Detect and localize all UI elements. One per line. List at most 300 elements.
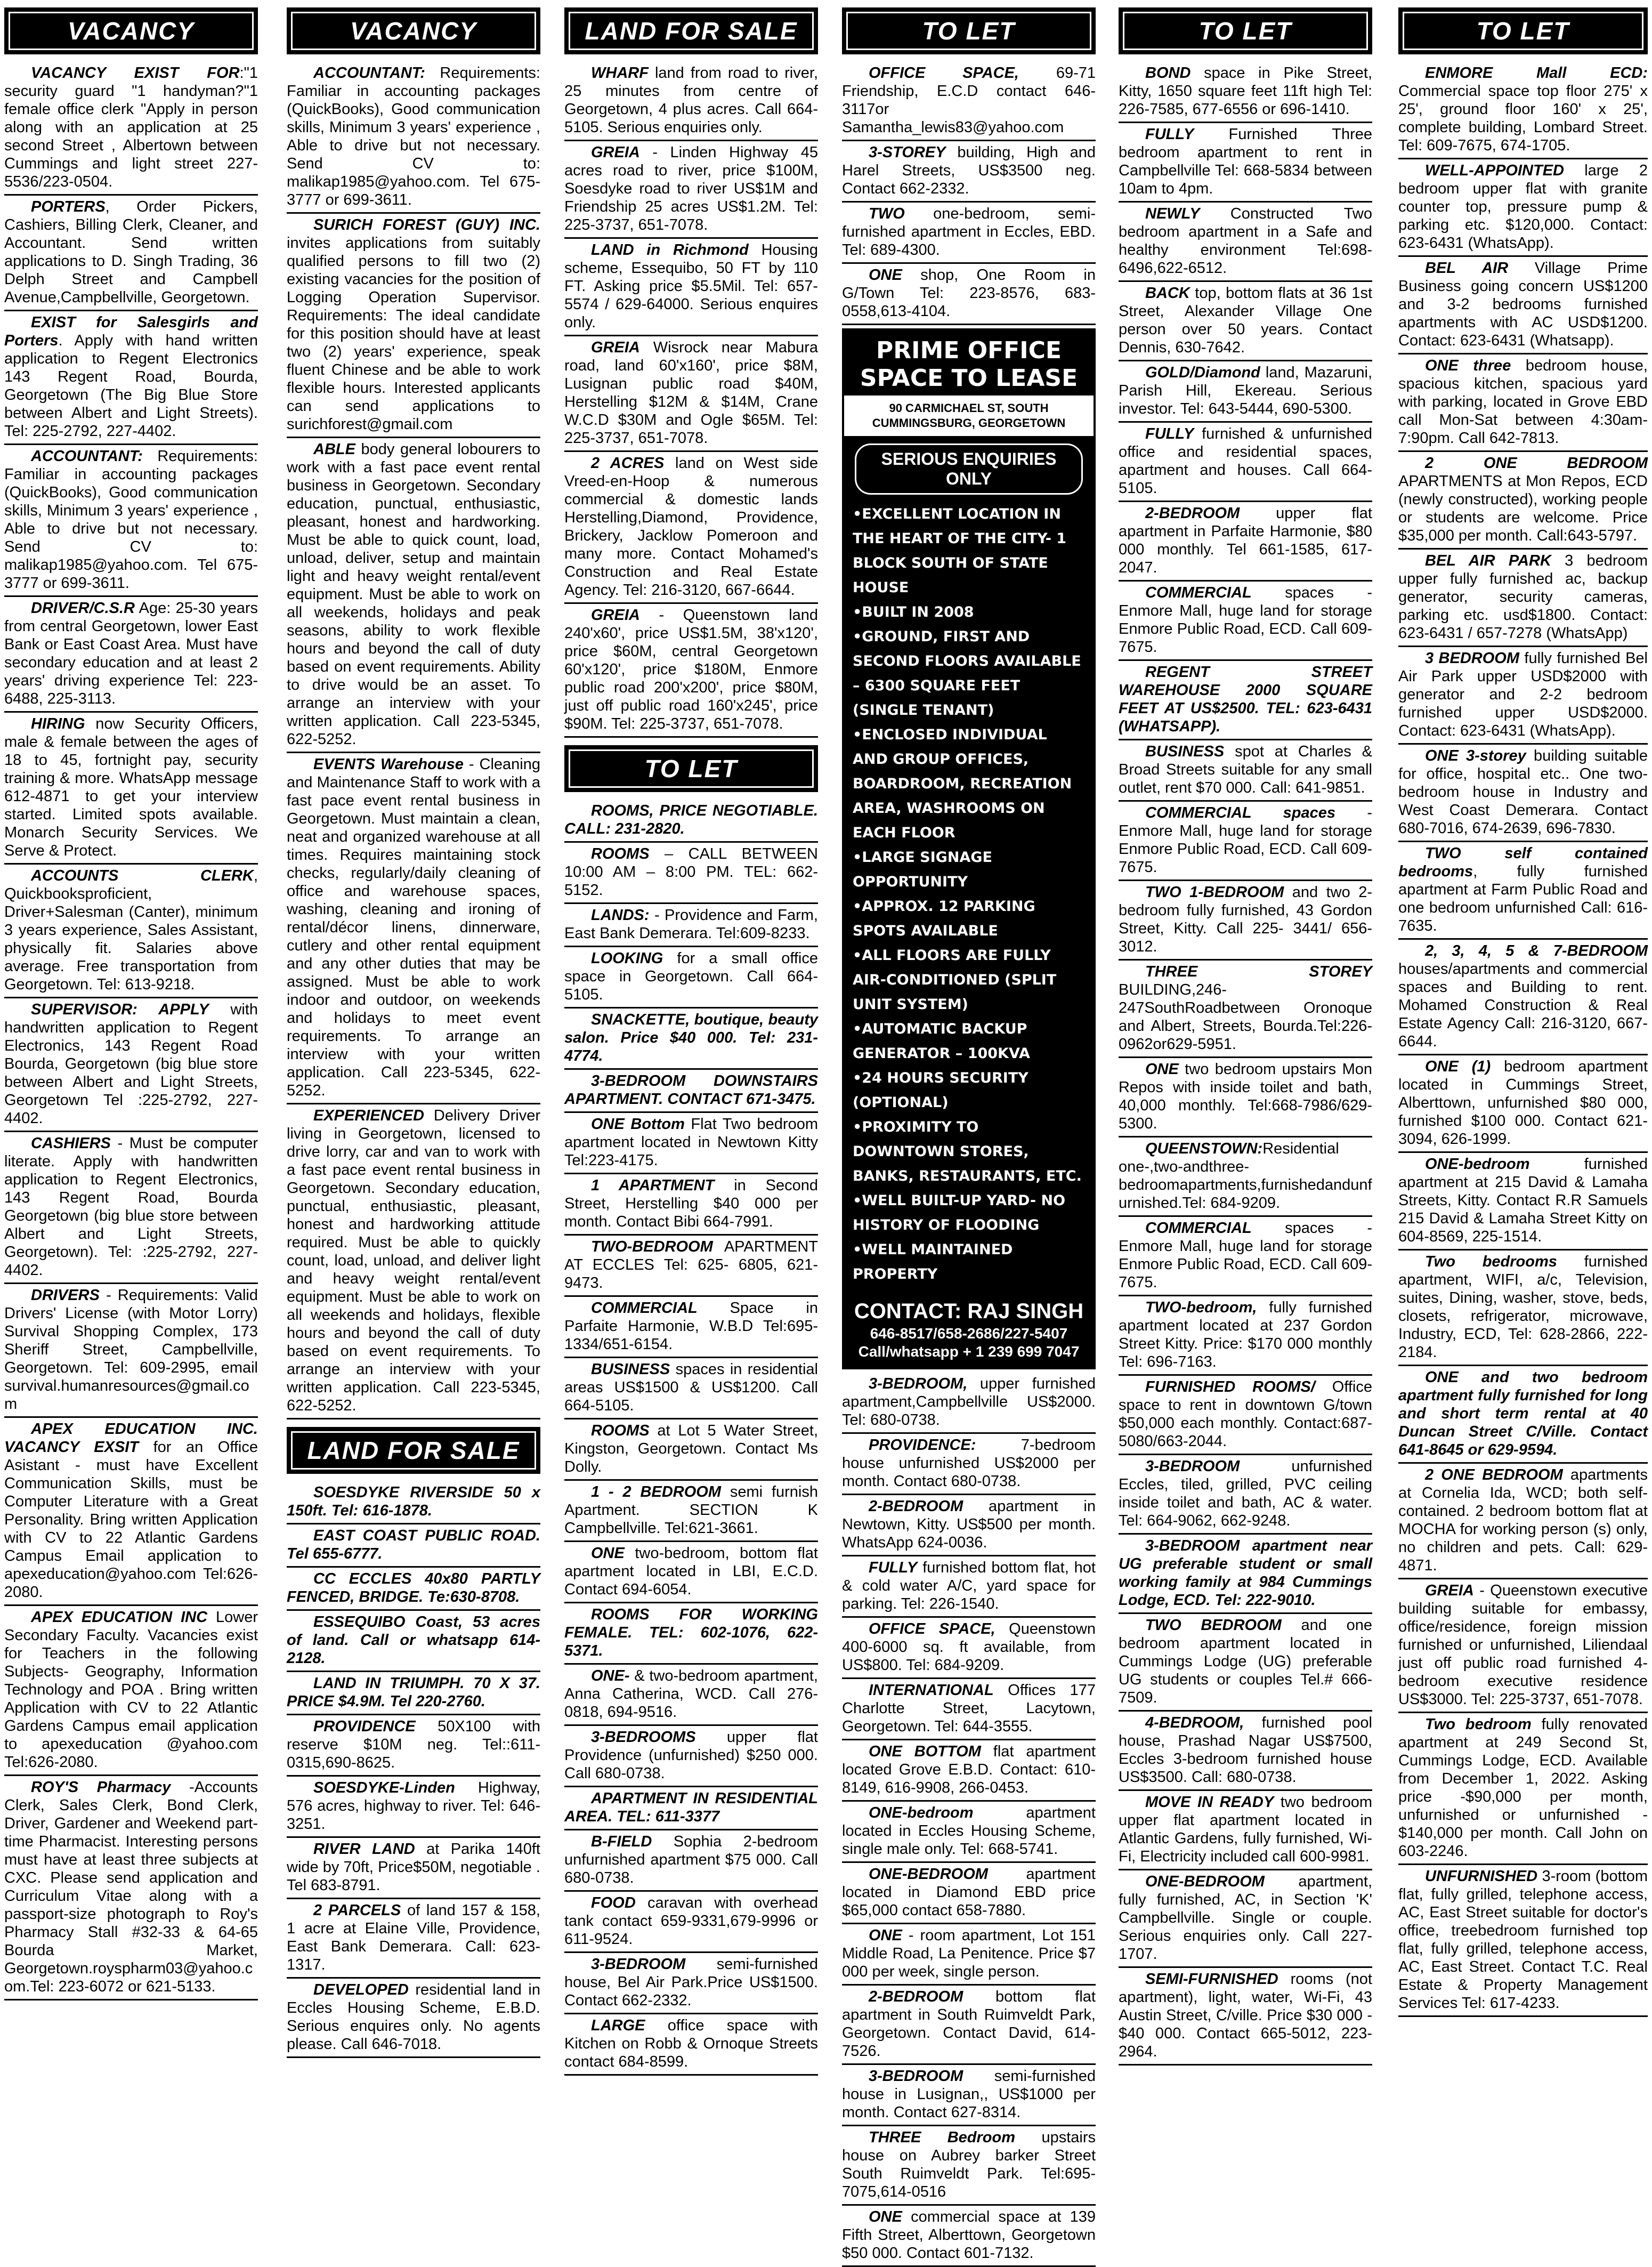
classified-ad bbox=[287, 1104, 540, 1419]
ad-lead: DRIVERS bbox=[31, 1287, 100, 1304]
ad-lead: ROOMS bbox=[591, 845, 650, 862]
classified-ad bbox=[564, 904, 818, 947]
classified-ad bbox=[1119, 1614, 1372, 1712]
classified-ad bbox=[1119, 1137, 1372, 1217]
ad-lead: THREE Bedroom bbox=[869, 2129, 1016, 2146]
ad-body: two-bedroom, bottom flat apartment located in LBI, E.C.D. Contact 694-6054. bbox=[564, 1545, 818, 1598]
classified-ad bbox=[842, 1740, 1096, 1802]
ad-body: , Order Pickers, Cashiers, Billing Clerk, Cleaner, and Accountant. Send written applications to D. Singh Trading, 36 Delph Street and Campbell Avenue,Campbellville, Georgetown. bbox=[4, 198, 258, 306]
classified-ad bbox=[287, 1899, 540, 1979]
classified-ad bbox=[842, 1924, 1096, 1986]
ad-lead: FURNISHED ROOMS/ bbox=[1145, 1378, 1315, 1395]
ad-lead: HIRING bbox=[31, 715, 85, 732]
ad-body: land on West side Vreed-en-Hoop & numerous commercial & domestic lands Herstelling,Diamond, Providence, Brickery, Jacklow Pomeroon and many more. Contact Mohamed's Construction and Real Estate Agency. Tel: 216-3120, 667-6644. bbox=[564, 455, 819, 599]
ad-body: building, High and Harel Streets, US$3500 neg. Contact 662-2332. bbox=[842, 144, 1096, 197]
ad-lead: APARTMENT IN RESIDENTIAL AREA. TEL: 611-3377 bbox=[564, 1790, 818, 1825]
ad-lead: 2 ONE BEDROOM bbox=[1425, 455, 1648, 472]
ad-body: Wisrock near Mabura road, land 60'x160', price $8M, Lusignan public road $40M, Herstelling $12M & $14M, Crane W.C.D $30M and Ogle $65M. Tel: 225-3737, 651-7078. bbox=[564, 339, 818, 447]
ad-lead: FULLY bbox=[1145, 425, 1194, 442]
classified-ad bbox=[564, 336, 818, 452]
classified-ad bbox=[287, 1777, 540, 1838]
ad-lead: 1 APARTMENT bbox=[591, 1177, 715, 1194]
classified-ad bbox=[1119, 1217, 1372, 1296]
classified-ad bbox=[1119, 802, 1372, 881]
ad-lead: ACCOUNTANT: bbox=[313, 64, 425, 82]
ad-lead: DEVELOPED bbox=[313, 1981, 409, 1998]
classified-ad bbox=[1398, 1055, 1648, 1153]
classified-ad bbox=[842, 1986, 1096, 2065]
ad-lead: 3-BEDROOM, bbox=[869, 1375, 968, 1392]
ad-lead: COMMERCIAL bbox=[1145, 584, 1252, 601]
ad-body: . Apply with hand written application to Regent Electronics 143 Regent Road, Bourda, Georgetown (The Big Blue Store between Albert and Light Streets). Tel: 225-2792, 227-4402. bbox=[4, 332, 258, 440]
ad-lead: LAND IN TRIUMPH. 70 X 37. PRICE $4.9M. Tel 220-2760. bbox=[287, 1675, 540, 1710]
classified-ad bbox=[1398, 1366, 1648, 1464]
ad-lead: OFFICE SPACE, bbox=[869, 64, 1019, 82]
classified-ad bbox=[1119, 282, 1372, 361]
ad-body: Delivery Driver living in Georgetown, licensed to drive lorry, car and van to work with a fast pace event rental business in Georgetown. Secondary education, punctual, enthusiastic, pleasant, honest and hardworking attitude required. Must be able to quickly count, load, unload, and deliver light and heavy weight rental/event equipment. Must be able to work on all weekends and holidays, flexible hours and beyond the call of duty based on event requirements. To arrange an interview with your written application. Call 223-5345, 622-5252. bbox=[287, 1107, 540, 1414]
classified-ad bbox=[1119, 582, 1372, 661]
classified-ad bbox=[564, 843, 818, 904]
ad-lead: 2-BEDROOM bbox=[869, 1988, 963, 2005]
ad-lead: BUSINESS bbox=[1145, 743, 1225, 760]
ad-body: unfurnished Eccles, tiled, grilled, PVC ceiling inside toilet and bath, AC & water. Tel: 664-9062, 662-9248. bbox=[1119, 1458, 1372, 1529]
classified-ad bbox=[1119, 62, 1372, 123]
ad-body: Office space to rent in downtown G/town $50,000 each monthly. Contact:687-5080/663-2044. bbox=[1119, 1378, 1372, 1450]
ad-body: of land 157 & 158, 1 acre at Elaine Ville, Providence, East Bank Demerara. Call: 623-1317. bbox=[287, 1902, 540, 1973]
ad-body: now Security Officers, male & female between the ages of 18 to 45, fortnight pay, security training & more. WhatsApp message 612-4871 to get your interview started. Limited spots available. Monarch Security Services. We Serve & Protect. bbox=[4, 715, 258, 859]
classified-ad bbox=[287, 1672, 540, 1715]
ad-list bbox=[287, 1481, 540, 2058]
ad-list bbox=[842, 1373, 1096, 2267]
promo-feature: • LARGE SIGNAGE OPPORTUNITY bbox=[853, 845, 1085, 894]
ad-body: furnished apartment, WIFI, a/c, Television, suites, Dining, washer, stove, beds, closets, refrigerator, microwave, Industry, ECD, Tel: 628-2866, 222-2184. bbox=[1398, 1253, 1648, 1361]
promo-feature: • WELL MAINTAINED PROPERTY bbox=[853, 1238, 1085, 1287]
ad-body: apartment located in Diamond EBD price $65,000 contact 658-7880. bbox=[842, 1866, 1096, 1919]
promo-feature: • APPROX. 12 PARKING SPOTS AVAILABLE bbox=[853, 894, 1085, 943]
ad-body: - Requirements: Valid Drivers' License (with Motor Lorry) Survival Shopping Complex, 173 Sheriff Street, Campbellville, Georgetown. Tel: 609-2995, email survival.humanresources@gmail.com bbox=[4, 1287, 258, 1413]
classified-ad bbox=[564, 239, 818, 336]
ad-lead: ONE-BEDROOM bbox=[1145, 1873, 1265, 1890]
classified-ad bbox=[1398, 647, 1648, 745]
ad-lead: ONE-bedroom bbox=[1425, 1156, 1530, 1173]
ad-lead: EAST COAST PUBLIC ROAD. Tel 655-6777. bbox=[287, 1527, 540, 1562]
promo-feature: • AUTOMATIC BACKUP GENERATOR – 100KVA bbox=[853, 1017, 1085, 1066]
ad-lead: 3-BEDROOM DOWNSTAIRS APARTMENT. CONTACT 671-3475. bbox=[564, 1072, 818, 1108]
ad-body: Age: 25-30 years from central Georgetown, lower East Bank or East Coast Area. Must have secondary education and at least 2 years' driving experience Tel: 223-6488, 225-3113. bbox=[4, 600, 258, 707]
ad-lead: ONE (1) bbox=[1425, 1058, 1491, 1075]
ad-lead: 3-BEDROOM apartment near UG preferable student or small working family at 984 Cummings Lodge, ECD. Tel: 222-9010. bbox=[1119, 1537, 1372, 1609]
classified-ad bbox=[287, 1979, 540, 2058]
ad-body: -Accounts Clerk, Sales Clerk, Bond Clerk, Driver, Gardener and Weekend part-time Pharmacist. Interesting persons must have at least three subjects at CXC. Please send application and Curriculum Vitae along with a passport-size photograph to Roy's Pharmacy Stall #32-33 & 64-65 Bourda Market, Georgetown.royspharm03@yahoo.com.Tel: 223-6072 or 621-5133. bbox=[4, 1779, 258, 1995]
ad-body: - Providence and Farm, East Bank Demerara. Tel:609-8233. bbox=[564, 907, 818, 942]
classified-ad bbox=[842, 1373, 1096, 1434]
ad-body: apartment, fully furnished, AC, in Section 'K' Campbellville. Single or couple. Serious enquiries only. Call 227-1707. bbox=[1119, 1873, 1372, 1963]
office-space-display-ad bbox=[842, 328, 1096, 1369]
ad-lead: ESSEQUIBO Coast, 53 acres of land. Call or whatsapp 614-2128. bbox=[287, 1613, 540, 1667]
ad-body: Requirements: Familiar in accounting packages (QuickBooks), Good communication skills, Minimum 3 years' experience , Able to drive but not necessary. Send CV to: malikap1985@yahoo.com. Tel 675-3777 or 699-3611. bbox=[4, 448, 258, 592]
ad-body: shop, One Room in G/Town Tel: 223-8576, 683-0558,613-4104. bbox=[842, 267, 1096, 320]
ad-lead: BEL AIR PARK bbox=[1425, 552, 1551, 569]
ad-lead: ROOMS FOR WORKING FEMALE. TEL: 602-1076, 622-5371. bbox=[564, 1606, 818, 1659]
ad-lead: RIVER LAND bbox=[313, 1841, 415, 1858]
ad-list bbox=[1119, 62, 1372, 2066]
ad-body: one-bedroom, semi-furnished apartment in Eccles, EBD. Tel: 689-4300. bbox=[842, 205, 1096, 259]
ad-lead: ENMORE Mall ECD: bbox=[1425, 64, 1648, 82]
promo-address: 90 CARMICHAEL ST, SOUTH CUMMINGSBURG, GEORGETOWN bbox=[844, 396, 1094, 436]
classified-ad bbox=[287, 1715, 540, 1777]
classified-ad bbox=[564, 1113, 818, 1174]
classified-ad bbox=[842, 2126, 1096, 2206]
ad-lead: CASHIERS bbox=[31, 1135, 111, 1152]
classified-ad bbox=[1398, 257, 1648, 354]
ad-body: semi-furnished house, Bel Air Park.Price US$1500. Contact 662-2332. bbox=[564, 1956, 818, 2009]
classified-ad bbox=[842, 1556, 1096, 1618]
ad-body: spaces in residential areas US$1500 & US$1200. Call 664-5105. bbox=[564, 1361, 818, 1414]
classified-ad bbox=[1119, 1968, 1372, 2066]
ad-lead: LANDS: bbox=[591, 907, 650, 924]
ad-body: Lower Secondary Faculty. Vacancies exist for Teachers in the following Subjects- Geography, Information Technology and POA . Bring written Application with CV to 22 Atlantic Gardens Campus email application to apexeducation @yahoo.com Tel:626-2080. bbox=[4, 1609, 258, 1771]
section-header: TO LET bbox=[1398, 7, 1648, 54]
section-header: LAND FOR SALE bbox=[564, 7, 818, 54]
ad-lead: FOOD bbox=[591, 1894, 636, 1911]
ad-lead: ONE 3-storey bbox=[1425, 747, 1526, 764]
ad-body: space in Pike Street, Kitty, 1650 square feet 11ft high Tel: 226-7585, 677-6556 or 696-1410. bbox=[1119, 64, 1372, 118]
classified-ad bbox=[287, 62, 540, 214]
ad-lead: ONE bbox=[1145, 1061, 1179, 1078]
ad-lead: 4-BEDROOM, bbox=[1145, 1714, 1244, 1731]
ad-body: at Lot 5 Water Street, Kingston, Georgetown. Contact Ms Dolly. bbox=[564, 1422, 818, 1475]
ad-list bbox=[1398, 62, 1648, 2017]
classified-ad bbox=[564, 62, 818, 141]
ad-body: and one bedroom apartment located in Cummings Lodge (UG) preferable UG students or couples Tel.# 666-7509. bbox=[1119, 1617, 1372, 1706]
ad-body: furnished & unfurnished office and residential spaces, apartment and houses. Call 664-5105. bbox=[1119, 425, 1372, 497]
ad-lead: FULLY bbox=[869, 1559, 918, 1576]
ad-lead: APEX EDUCATION INC. VACANCY EXSIT bbox=[4, 1421, 258, 1456]
ad-lead: 2, 3, 4, 5 & 7-BEDROOM bbox=[1425, 942, 1648, 959]
classified-ad bbox=[1119, 502, 1372, 582]
classified-ad bbox=[564, 1603, 818, 1665]
classified-ad bbox=[1398, 1713, 1648, 1865]
classified-ad bbox=[1398, 1865, 1648, 2017]
ad-lead: 2-BEDROOM bbox=[869, 1498, 963, 1515]
classified-ad bbox=[1398, 452, 1648, 550]
ad-lead: TWO-bedroom, bbox=[1145, 1299, 1257, 1316]
ad-lead: 3-BEDROOM bbox=[591, 1956, 686, 1973]
classified-ad bbox=[4, 1776, 258, 2000]
ad-lead: TWO self contained bedrooms bbox=[1398, 845, 1648, 880]
ad-body: 50X100 with reserve $10M neg. Tel::611-0315,690-8625. bbox=[287, 1718, 540, 1771]
classified-ad bbox=[1119, 1058, 1372, 1137]
ad-lead: GREIA bbox=[591, 607, 640, 624]
ad-body: upper furnished apartment,Campbellville US$2000. Tel: 680-0738. bbox=[842, 1375, 1096, 1429]
ad-body: Queenstown 400-6000 sq. ft available, from US$800. Tel: 684-9209. bbox=[842, 1620, 1096, 1674]
ad-lead: 3-BEDROOMS bbox=[591, 1729, 696, 1746]
classified-ad bbox=[1119, 661, 1372, 740]
classified-ad bbox=[564, 1236, 818, 1297]
ad-lead: GOLD/Diamond bbox=[1145, 364, 1260, 381]
classified-ad bbox=[1398, 550, 1648, 647]
classified-ad bbox=[1119, 123, 1372, 203]
ad-body: large 2 bedroom upper flat with granite counter top, pressure pump & parking etc. $120,000. Contact: 623-6431 (WhatsApp). bbox=[1398, 162, 1648, 252]
ad-lead: 3-STOREY bbox=[869, 144, 946, 161]
ad-body: body general lobourers to work with a fast pace event rental business in Georgetown. Secondary education, punctual, enthusiastic, pleasant, honest and hardworking. Must be able to quick count, load, unload, deliver, setup and maintain light and heavy weight rental/event equipment. Must be able to work on all weekends, holidays and peak seasons, ability to work flexible hours and beyond the call of duty based on event requirements. Ability to drive would be an asset. To arrange an interview with your written application. Call 223-5345, 622-5252. bbox=[287, 441, 540, 748]
ad-body: upstairs house on Aubrey barker Street South Ruimveldt Park. Tel:695-7075,614-0516 bbox=[842, 2129, 1096, 2200]
ad-list bbox=[287, 62, 540, 1419]
ad-body: 69-71 Friendship, E.C.D contact 646-3117or Samantha_lewis83@yahoo.com bbox=[842, 64, 1096, 136]
ad-lead: ONE Bottom bbox=[591, 1116, 685, 1133]
classified-ad bbox=[1119, 1712, 1372, 1791]
classified-ad bbox=[287, 753, 540, 1104]
ad-lead: PROVIDENCE: bbox=[869, 1437, 976, 1454]
ad-body: land from road to river, 25 minutes from centre of Georgetown, 4 plus acres. Call 664-5105. Serious enquiries only. bbox=[564, 64, 818, 136]
classified-ad bbox=[1119, 361, 1372, 423]
ad-lead: TWO 1-BEDROOM bbox=[1145, 884, 1284, 901]
classified-ad bbox=[564, 1358, 818, 1419]
ad-body: 3-room (bottom flat, fully grilled, telephone access, AC, East Street suitable for doctor's office, treebedroom furnished top flat, fully grilled, telephone access, AC, East Street. Contact T.C. Real Estate & Property Management Services Tel: 617-4233. bbox=[1398, 1868, 1648, 2012]
ad-body: Flat Two bedroom apartment located in Newtown Kitty Tel:223-4175. bbox=[564, 1116, 818, 1169]
ad-lead: B-FIELD bbox=[591, 1833, 652, 1850]
ad-body: two bedroom upstairs Mon Repos with inside toilet and bath, 40,000 monthly. Tel:668-7986/629-5300. bbox=[1119, 1061, 1372, 1132]
ad-lead: Two bedroom bbox=[1425, 1716, 1532, 1733]
ad-lead: FULLY bbox=[1145, 126, 1194, 143]
ad-body: commercial space at 139 Fifth Street, Alberttown, Georgetown $50 000. Contact 601-7132. bbox=[842, 2208, 1096, 2262]
classified-ad bbox=[842, 1434, 1096, 1495]
ad-list bbox=[564, 62, 818, 738]
promo-feature: • ENCLOSED INDIVIDUAL AND GROUP OFFICES, BOARDROOM, RECREATION AREA, WASHROOMS ON EACH FLOOR bbox=[853, 723, 1085, 845]
ad-lead: SOESDYKE-Linden bbox=[313, 1779, 455, 1796]
section-header: VACANCY bbox=[287, 7, 540, 54]
ad-lead: SOESDYKE RIVERSIDE 50 x 150ft. Tel: 616-1878. bbox=[287, 1484, 540, 1519]
ad-body: land, Mazaruni, Parish Hill, Ekereau. Serious investor. Tel: 643-5444, 690-5300. bbox=[1119, 364, 1372, 417]
ad-lead: PROVIDENCE bbox=[313, 1718, 416, 1735]
classified-ad bbox=[564, 947, 818, 1009]
ad-body: Space in Parfaite Harmonie, W.B.D Tel:695-1334/651-6154. bbox=[564, 1300, 818, 1353]
ad-body: apartment in Newtown, Kitty. US$500 per month. WhatsApp 624-0036. bbox=[842, 1498, 1096, 1551]
ad-lead: ONE bbox=[591, 1545, 625, 1562]
ad-lead: INTERNATIONAL bbox=[869, 1682, 994, 1699]
ad-lead: 2 ACRES bbox=[591, 455, 665, 472]
ad-body: – CALL BETWEEN 10:00 AM – 8:00 PM. TEL: 662-5152. bbox=[564, 845, 818, 899]
ad-lead: ONE three bbox=[1425, 357, 1511, 374]
classified-ad bbox=[1119, 203, 1372, 282]
classified-ad bbox=[287, 1481, 540, 1524]
ad-body: BUILDING,246-247SouthRoadbetween Oronoque and Albert, Streets, Bourda.Tel:226-0962or629-5951. bbox=[1119, 981, 1372, 1053]
ad-body: - room apartment, Lot 151 Middle Road, La Penitence. Price $7 000 per week, single person. bbox=[842, 1927, 1096, 1980]
ad-body: 3 bedroom upper fully furnished ac, backup generator, security cameras, parking etc. usd$1800. Contact: 623-6431 / 657-7278 (WhatsApp) bbox=[1398, 552, 1648, 642]
promo-feature: • WELL BUILT-UP YARD- NO HISTORY OF FLOODING bbox=[853, 1189, 1085, 1238]
ad-lead: CC ECCLES 40x80 PARTLY FENCED, BRIDGE. Te:630-8708. bbox=[287, 1570, 540, 1606]
ad-lead: ROOMS, PRICE NEGOTIABLE. CALL: 231-2820. bbox=[564, 802, 818, 837]
ad-lead: MOVE IN READY bbox=[1145, 1794, 1274, 1811]
classified-ad bbox=[564, 1174, 818, 1236]
ad-lead: COMMERCIAL bbox=[1145, 1220, 1252, 1237]
ad-lead: BEL AIR bbox=[1425, 260, 1509, 277]
ad-body: furnished pool house, Prashad Nagar US$7500, Eccles 3-bedroom furnished house US$3500. Call: 680-0738. bbox=[1119, 1714, 1372, 1786]
ad-body: upper flat apartment in Parfaite Harmonie, $80 000 monthly. Tel 661-1585, 617-2047. bbox=[1119, 505, 1372, 576]
ad-lead: COMMERCIAL spaces bbox=[1145, 804, 1335, 821]
ad-lead: BACK bbox=[1145, 285, 1190, 302]
ad-body: rooms (not apartment), light, water, Wi-Fi, 43 Austin Street, C/ville. Price $30 000 - $40 000. Contact 665-5012, 223-2964. bbox=[1119, 1971, 1372, 2060]
classified-ad bbox=[842, 62, 1096, 141]
ad-body: at Parika 140ft wide by 70ft, Price$50M, negotiable . Tel 683-8791. bbox=[287, 1841, 540, 1894]
ad-lead: APEX EDUCATION INC bbox=[31, 1609, 208, 1626]
classified-ad bbox=[842, 2065, 1096, 2126]
ad-lead: NEWLY bbox=[1145, 205, 1200, 222]
classified-ad bbox=[1119, 423, 1372, 502]
section-header: TO LET bbox=[564, 745, 818, 792]
ad-lead: GREIA bbox=[591, 339, 640, 356]
ad-lead: SUPERVISOR: APPLY bbox=[31, 1001, 209, 1018]
ad-body: - Queenstown land 240'x60', price US$1.5M, 38'x120', price $60M, central Georgetown 60'x120', price $180M, Enmore public road 200'x200', price $80M, just off public road 160'x245', price $90M. Tel: 225-3737, 651-7078. bbox=[564, 607, 818, 732]
classified-ad bbox=[4, 445, 258, 597]
column-2 bbox=[287, 0, 540, 2191]
promo-feature-list bbox=[844, 502, 1094, 1292]
classified-ad bbox=[1398, 1579, 1648, 1713]
ad-body: fully renovated apartment at 249 Second St, Cummings Lodge, ECD. Available from December 1, 2022. Asking price -$90,000 per month, unfurnished or unfurnished - $140,000 per month. Call John on 603-2246. bbox=[1398, 1716, 1648, 1860]
classified-ad bbox=[842, 264, 1096, 325]
ad-lead: 2 ONE BEDROOM bbox=[1425, 1466, 1563, 1483]
ad-lead: DRIVER/C.S.R bbox=[31, 600, 135, 617]
ad-body: bedroom apartment located in Cummings Street, Alberttown, unfurnished $80 000, furnished $100 000. Contact 621-3094, 626-1999. bbox=[1398, 1058, 1648, 1148]
promo-feature: • ALL FLOORS ARE FULLY AIR-CONDITIONED (SPLIT UNIT SYSTEM) bbox=[853, 943, 1085, 1017]
ad-lead: ACCOUNTANT: bbox=[31, 448, 143, 465]
ad-body: spaces - Enmore Mall, huge land for storage Enmore Public Road, ECD. Call 609-7675. bbox=[1119, 584, 1372, 656]
classified-ad bbox=[564, 800, 818, 843]
ad-body: in Second Street, Herstelling $40 000 per month. Contact Bibi 664-7991. bbox=[564, 1177, 819, 1230]
ad-lead: SURICH FOREST (GUY) INC. bbox=[313, 216, 540, 233]
ad-lead: 3-BEDROOM bbox=[1145, 1458, 1240, 1475]
classified-ad bbox=[564, 1297, 818, 1358]
ad-lead: 2-BEDROOM bbox=[1145, 505, 1240, 522]
ad-lead: EVENTS Warehouse bbox=[313, 756, 464, 773]
ad-body: Offices 177 Charlotte Street, Lacytown, Georgetown. Tel: 644-3555. bbox=[842, 1682, 1096, 1735]
classified-ad bbox=[1119, 1455, 1372, 1535]
classified-ad bbox=[564, 1009, 818, 1070]
ad-lead: BOND bbox=[1145, 64, 1191, 82]
ad-body: semi furnish Apartment. SECTION K Campbellville. Tel:621-3661. bbox=[564, 1483, 819, 1537]
ad-lead: OFFICE SPACE, bbox=[869, 1620, 995, 1637]
classified-ad bbox=[564, 1419, 818, 1481]
ad-list bbox=[4, 62, 258, 2000]
promo-feature: • PROXIMITY TO DOWNTOWN STORES, BANKS, RESTAURANTS, ETC. bbox=[853, 1115, 1085, 1189]
classified-ad bbox=[4, 998, 258, 1132]
classified-ad bbox=[4, 311, 258, 445]
classified-ad bbox=[842, 1495, 1096, 1556]
classified-ad bbox=[4, 713, 258, 865]
classified-ad bbox=[287, 438, 540, 753]
classified-ad bbox=[4, 196, 258, 311]
classified-ad bbox=[287, 1568, 540, 1611]
promo-serious-badge: SERIOUS ENQUIRIES ONLY bbox=[855, 443, 1083, 495]
ad-body: - Queenstown executive building suitable for embassy, office/residence, foreign mission furnished or unfurnished, Liliendaal just off public road furnished 4-bedroom executive residence US$3000. Tel: 225-3737, 651-7078. bbox=[1398, 1582, 1648, 1708]
ad-lead: ONE BOTTOM bbox=[869, 1743, 981, 1760]
classified-ad bbox=[1119, 1870, 1372, 1968]
classified-ad bbox=[842, 1679, 1096, 1740]
classified-ad bbox=[1398, 1464, 1648, 1579]
ad-lead: ONE-bedroom bbox=[869, 1804, 974, 1821]
classified-ad bbox=[564, 1892, 818, 1953]
ad-lead: ONE bbox=[869, 1927, 902, 1944]
ad-lead: 3 BEDROOM bbox=[1425, 650, 1519, 667]
column-4 bbox=[842, 0, 1096, 2262]
ad-lead: TWO bbox=[869, 205, 905, 222]
classified-ad bbox=[564, 1787, 818, 1830]
ad-lead: THREE STOREY bbox=[1145, 963, 1372, 980]
classified-ad bbox=[842, 1802, 1096, 1863]
classified-ad bbox=[4, 1606, 258, 1776]
ad-body: APARTMENT AT ECCLES Tel: 625- 6805, 621-9473. bbox=[564, 1238, 818, 1292]
promo-contact: CONTACT: RAJ SINGH bbox=[854, 1300, 1084, 1323]
ad-body: and two 2-bedroom fully furnished, 43 Gordon Street, Kitty. Call 225- 3441/ 656-3012. bbox=[1119, 884, 1372, 955]
ad-body: semi-furnished house in Lusignan,, US$1000 per month. Contact 627-8314. bbox=[842, 2068, 1096, 2121]
ad-lead: TWO-BEDROOM bbox=[591, 1238, 713, 1255]
promo-feature: • GROUND, FIRST AND SECOND FLOORS AVAILABLE – 6300 SQUARE FEET (SINGLE TENANT) bbox=[853, 625, 1085, 723]
classified-ad bbox=[564, 1070, 818, 1113]
ad-list bbox=[842, 62, 1096, 325]
classified-ad bbox=[842, 2206, 1096, 2267]
classified-ad bbox=[564, 1665, 818, 1726]
ad-list bbox=[564, 800, 818, 2076]
ad-lead: LOOKING bbox=[591, 950, 663, 967]
ad-lead: ONE bbox=[869, 267, 902, 284]
ad-lead: UNFURNISHED bbox=[1425, 1868, 1538, 1885]
ad-body: houses/apartments and commercial spaces and Building to rent. Mohamed Construction & Real Estate Agency Call: 216-3120, 667-6644. bbox=[1398, 961, 1648, 1050]
ad-body: two bedroom upper flat apartment located in Atlantic Gardens, fully furnished, Wi-Fi, Electricity included call 600-9981. bbox=[1119, 1794, 1373, 1865]
classified-ad bbox=[564, 2014, 818, 2076]
ad-body: Constructed Two bedroom apartment in a Safe and healthy environment Tel:698-6496,622-6512. bbox=[1119, 205, 1372, 277]
ad-body: flat apartment located Grove E.B.D. Contact: 610-8149, 616-9908, 266-0453. bbox=[842, 1743, 1096, 1796]
ad-body: - Cleaning and Maintenance Staff to work with a fast pace event rental business in Georgetown. Must maintain a clean, neat and organized warehouse at all times. Requires maintaining stock checks, regularly/daily cleaning of office and warehouse spaces, washing, cleaning and ironing of rental/décor linens, dinnerware, cutlery and other rental equipment and any other duties that may be assigned. Must be able to work indoor and outdoor, on weekends and holidays to meet event requirements. To arrange an interview with your written application. Call 223-5345, 622-5252. bbox=[287, 756, 540, 1099]
classified-ad bbox=[1119, 961, 1372, 1058]
ad-lead: VACANCY EXIST FOR bbox=[31, 64, 240, 82]
classified-ad bbox=[4, 62, 258, 196]
ad-body: Commercial space top floor 275' x 25', ground floor 160' x 25', complete building, Lombard Street. Tel: 609-7675, 674-1705. bbox=[1398, 83, 1648, 154]
classified-ad bbox=[1119, 881, 1372, 961]
promo-title: PRIME OFFICE SPACE TO LEASE bbox=[860, 337, 1078, 392]
ad-lead: ROY'S Pharmacy bbox=[31, 1779, 171, 1796]
ad-body: for an Office Asistant - must have Excellent Communication Skills, must be Computer Literature with a Great Personality. Bring written Application with CV to 22 Atlantic Gardens Campus Email application to apexeducation@yahoo.com Tel:626-2080. bbox=[4, 1439, 258, 1601]
ad-lead: 1 - 2 BEDROOM bbox=[591, 1483, 721, 1500]
ad-body: Residential one-,two-andthree-bedroomapartments,furnishedandunfurnished.Tel: 684-9209. bbox=[1119, 1140, 1372, 1212]
ad-lead: ONE- bbox=[591, 1667, 630, 1684]
ad-lead: ACCOUNTS CLERK bbox=[31, 867, 254, 884]
ad-body: office space with Kitchen on Robb & Ornoque Streets contact 684-8599. bbox=[564, 2017, 818, 2070]
classified-ad bbox=[1119, 1296, 1372, 1376]
ad-body: apartment located in Eccles Housing Scheme, single male only. Tel: 668-5741. bbox=[842, 1804, 1096, 1858]
section-header: VACANCY bbox=[4, 7, 258, 54]
ad-body: with handwritten application to Regent Electronics, 143 Regent Road Bourda, Georgetown (big blue store between Albert and Light Streets, Georgetown Tel :225-2792, 227-4402. bbox=[4, 1001, 258, 1127]
ad-lead: QUEENSTOWN: bbox=[1145, 1140, 1263, 1157]
ad-lead: ABLE bbox=[313, 441, 355, 458]
classified-ad bbox=[1398, 842, 1648, 940]
ad-body: :"1 security guard "1 handyman?"1 female office clerk "Apply in person along with an application at 25 second Street , Albertown between Cummings and light street 227-5536/223-0504. bbox=[4, 64, 258, 190]
classified-ad bbox=[287, 1838, 540, 1899]
ad-lead: ROOMS bbox=[591, 1422, 650, 1439]
ad-body: , fully furnished apartment at Farm Public Road and one bedroom unfurnished Call: 616-7635. bbox=[1398, 863, 1648, 934]
section-header: TO LET bbox=[842, 7, 1096, 54]
classified-ad bbox=[842, 1618, 1096, 1679]
classified-ad bbox=[1119, 1791, 1372, 1870]
ad-body: Village Prime Business going concern US$1200 and 3-2 bedrooms furnished apartments with AC USD$1200. Contact: 623-6431 (Whatsapp). bbox=[1398, 260, 1648, 349]
classified-ad bbox=[564, 604, 818, 738]
classified-ad bbox=[564, 1481, 818, 1542]
ad-lead: BUSINESS bbox=[591, 1361, 670, 1378]
classified-ad bbox=[4, 1284, 258, 1418]
ad-body: bedroom house, spacious kitchen, spacious yard with parking, located in Grove EBD call Mon-Sat between 4:30am-7:90pm. Call 642-7813. bbox=[1398, 357, 1648, 447]
ad-body: building suitable for office, hospital etc.. One two-bedroom house in Industry and West Coast Demerara. Contact 680-7016, 674-2639, 696-7830. bbox=[1398, 747, 1648, 837]
ad-body: 7-bedroom house unfurnished US$2000 per month. Contact 680-0738. bbox=[842, 1437, 1096, 1490]
classified-ad bbox=[287, 1611, 540, 1672]
